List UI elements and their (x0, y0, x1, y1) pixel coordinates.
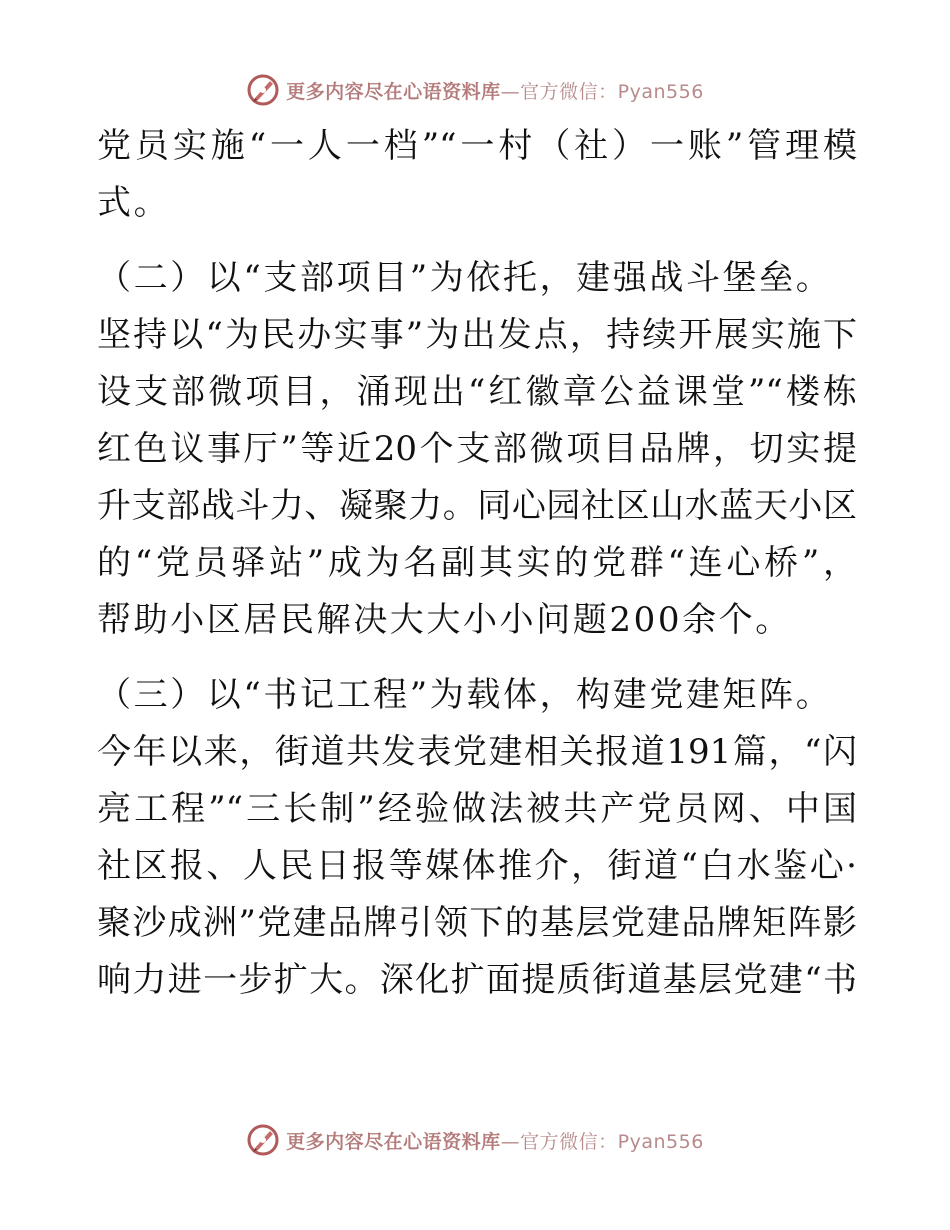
watermark-text (286, 1127, 704, 1154)
text-line: 坚持以“为民办实事”为出发点，持续开展实施下 (97, 315, 857, 355)
section-heading: （三）以“书记工程”为载体，构建党建矩阵。 (97, 675, 833, 715)
watermark-sub-text: —官方微信：Pyan556 (500, 80, 704, 103)
text-line: 设支部微项目，涌现出“红徽章公益课堂”“楼栋 (97, 372, 857, 412)
section-heading: （二）以“支部项目”为依托，建强战斗堡垒。 (97, 258, 833, 298)
text-line: 的“党员驿站”成为名副其实的党群“连心桥”， (97, 543, 857, 583)
watermark-text (286, 77, 704, 104)
watermark-footer (0, 1120, 950, 1160)
text-line: 社区报、人民日报等媒体推介，街道“白水鉴心· (97, 846, 857, 886)
watermark-main-text: 更多内容尽在心语资料库 (286, 80, 501, 103)
watermark-main-text: 更多内容尽在心语资料库 (286, 1130, 501, 1153)
text-line: 今年以来，街道共发表党建相关报道191篇，“闪 (97, 732, 857, 772)
text-line: 聚沙成洲”党建品牌引领下的基层党建品牌矩阵影 (97, 903, 857, 943)
document-body (97, 118, 857, 1009)
text-line: 红色议事厅”等近20个支部微项目品牌，切实提 (97, 429, 857, 469)
text-line: 党员实施“一人一档”“一村（社）一账”管理模 (97, 126, 857, 166)
pen-seal-logo-icon (246, 73, 280, 107)
text-line: 亮工程”“三长制”经验做法被共产党员网、中国 (97, 789, 857, 829)
text-line: 响力进一步扩大。深化扩面提质街道基层党建“书 (97, 960, 857, 1000)
watermark-sub-text: —官方微信：Pyan556 (500, 1130, 704, 1153)
pen-seal-logo-icon (246, 1123, 280, 1157)
watermark-header (0, 70, 950, 110)
text-line: 式。 (97, 183, 171, 223)
text-line: 帮助小区居民解决大大小小问题200余个。 (97, 600, 792, 640)
text-line: 升支部战斗力、凝聚力。同心园社区山水蓝天小区 (97, 486, 857, 526)
